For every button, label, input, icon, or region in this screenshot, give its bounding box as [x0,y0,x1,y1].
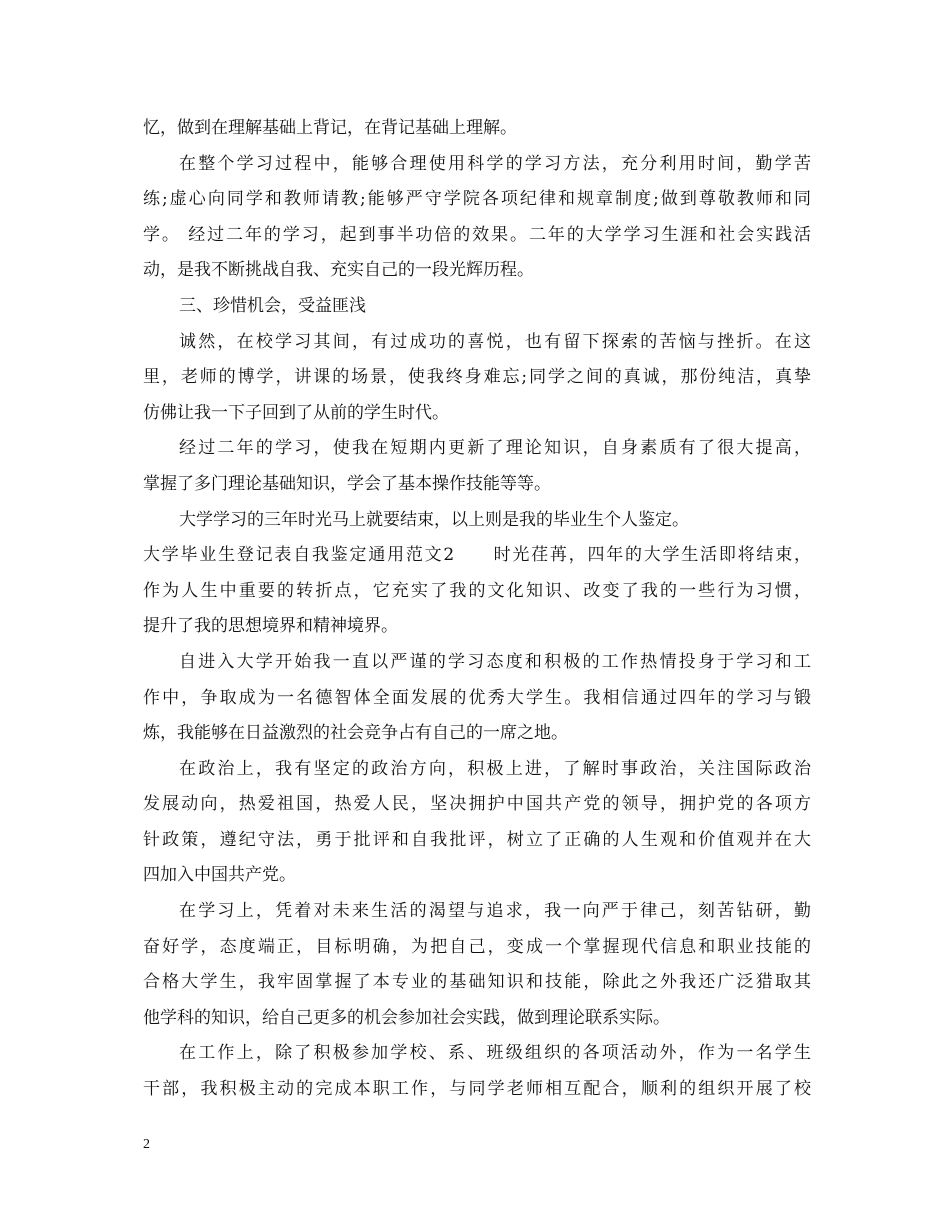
text-line: 他学科的知识，给自己更多的机会参加社会实践，做到理论联系实际。 [143,1007,670,1028]
text-line: 诚然，在校学习其间，有过成功的喜悦，也有留下探索的苦恼与挫折。在这 [179,331,811,352]
text-line: 作中，争取成为一名德智体全面发展的优秀大学生。我相信通过四年的学习与锻 [143,687,811,708]
text-line: 练;虚心向同学和教师请教;能够严守学院各项纪律和规章制度;做到尊敬教师和同 [143,189,811,210]
text-line: 大学毕业生登记表自我鉴定通用范文2 时光荏苒，四年的大学生活即将结束， [143,545,811,566]
text-line: 仿佛让我一下子回到了从前的学生时代。 [143,402,449,423]
text-line: 大学学习的三年时光马上就要结束，以上则是我的毕业生个人鉴定。 [179,509,689,530]
text-line: 炼，我能够在日益激烈的社会竞争占有自己的一席之地。 [143,723,568,744]
text-line: 忆，做到在理解基础上背记，在背记基础上理解。 [143,118,517,138]
text-line: 合格大学生，我牢固掌握了本专业的基础知识和技能，除此之外我还广泛猎取其 [143,972,811,993]
text-line: 奋好学，态度端正，目标明确，为把自己，变成一个掌握现代信息和职业技能的 [143,936,811,957]
text-line: 动，是我不断挑战自我、充实自己的一段光辉历程。 [143,260,534,281]
page-number: 2 [143,1137,150,1152]
text-line: 干部，我积极主动的完成本职工作，与同学老师相互配合，顺利的组织开展了校 [143,1079,811,1100]
text-line: 掌握了多门理论基础知识，学会了基本操作技能等等。 [143,473,551,494]
text-line: 作为人生中重要的转折点，它充实了我的文化知识、改变了我的一些行为习惯， [143,580,811,601]
text-line: 里，老师的博学，讲课的场景，使我终身难忘;同学之间的真诚，那份纯洁，真挚 [143,367,811,388]
text-line: 四加入中国共产党。 [143,865,296,886]
text-line: 针政策，遵纪守法，勇于批评和自我批评，树立了正确的人生观和价值观并在大 [143,829,811,850]
text-line: 三、珍惜机会，受益匪浅 [179,295,366,316]
text-line: 在整个学习过程中，能够合理使用科学的学习方法，充分利用时间，勤学苦 [179,153,811,174]
text-line: 经过二年的学习，使我在短期内更新了理论知识，自身素质有了很大提高， [179,438,811,459]
text-line: 学。 经过二年的学习，起到事半功倍的效果。二年的大学学习生涯和社会实践活 [143,224,811,245]
text-line: 在学习上，凭着对未来生活的渴望与追求，我一向严于律己，刻苦钻研，勤 [179,901,811,922]
text-line: 在政治上，我有坚定的政治方向，积极上进，了解时事政治，关注国际政治 [179,758,811,779]
text-line: 发展动向，热爱祖国，热爱人民，坚决拥护中国共产党的领导，拥护党的各项方 [143,794,811,815]
text-line: 自进入大学开始我一直以严谨的学习态度和积极的工作热情投身于学习和工 [179,651,811,672]
text-line: 在工作上，除了积极参加学校、系、班级组织的各项活动外，作为一名学生 [179,1043,811,1064]
document-body [143,111,811,1108]
text-line: 提升了我的思想境界和精神境界。 [143,616,398,637]
